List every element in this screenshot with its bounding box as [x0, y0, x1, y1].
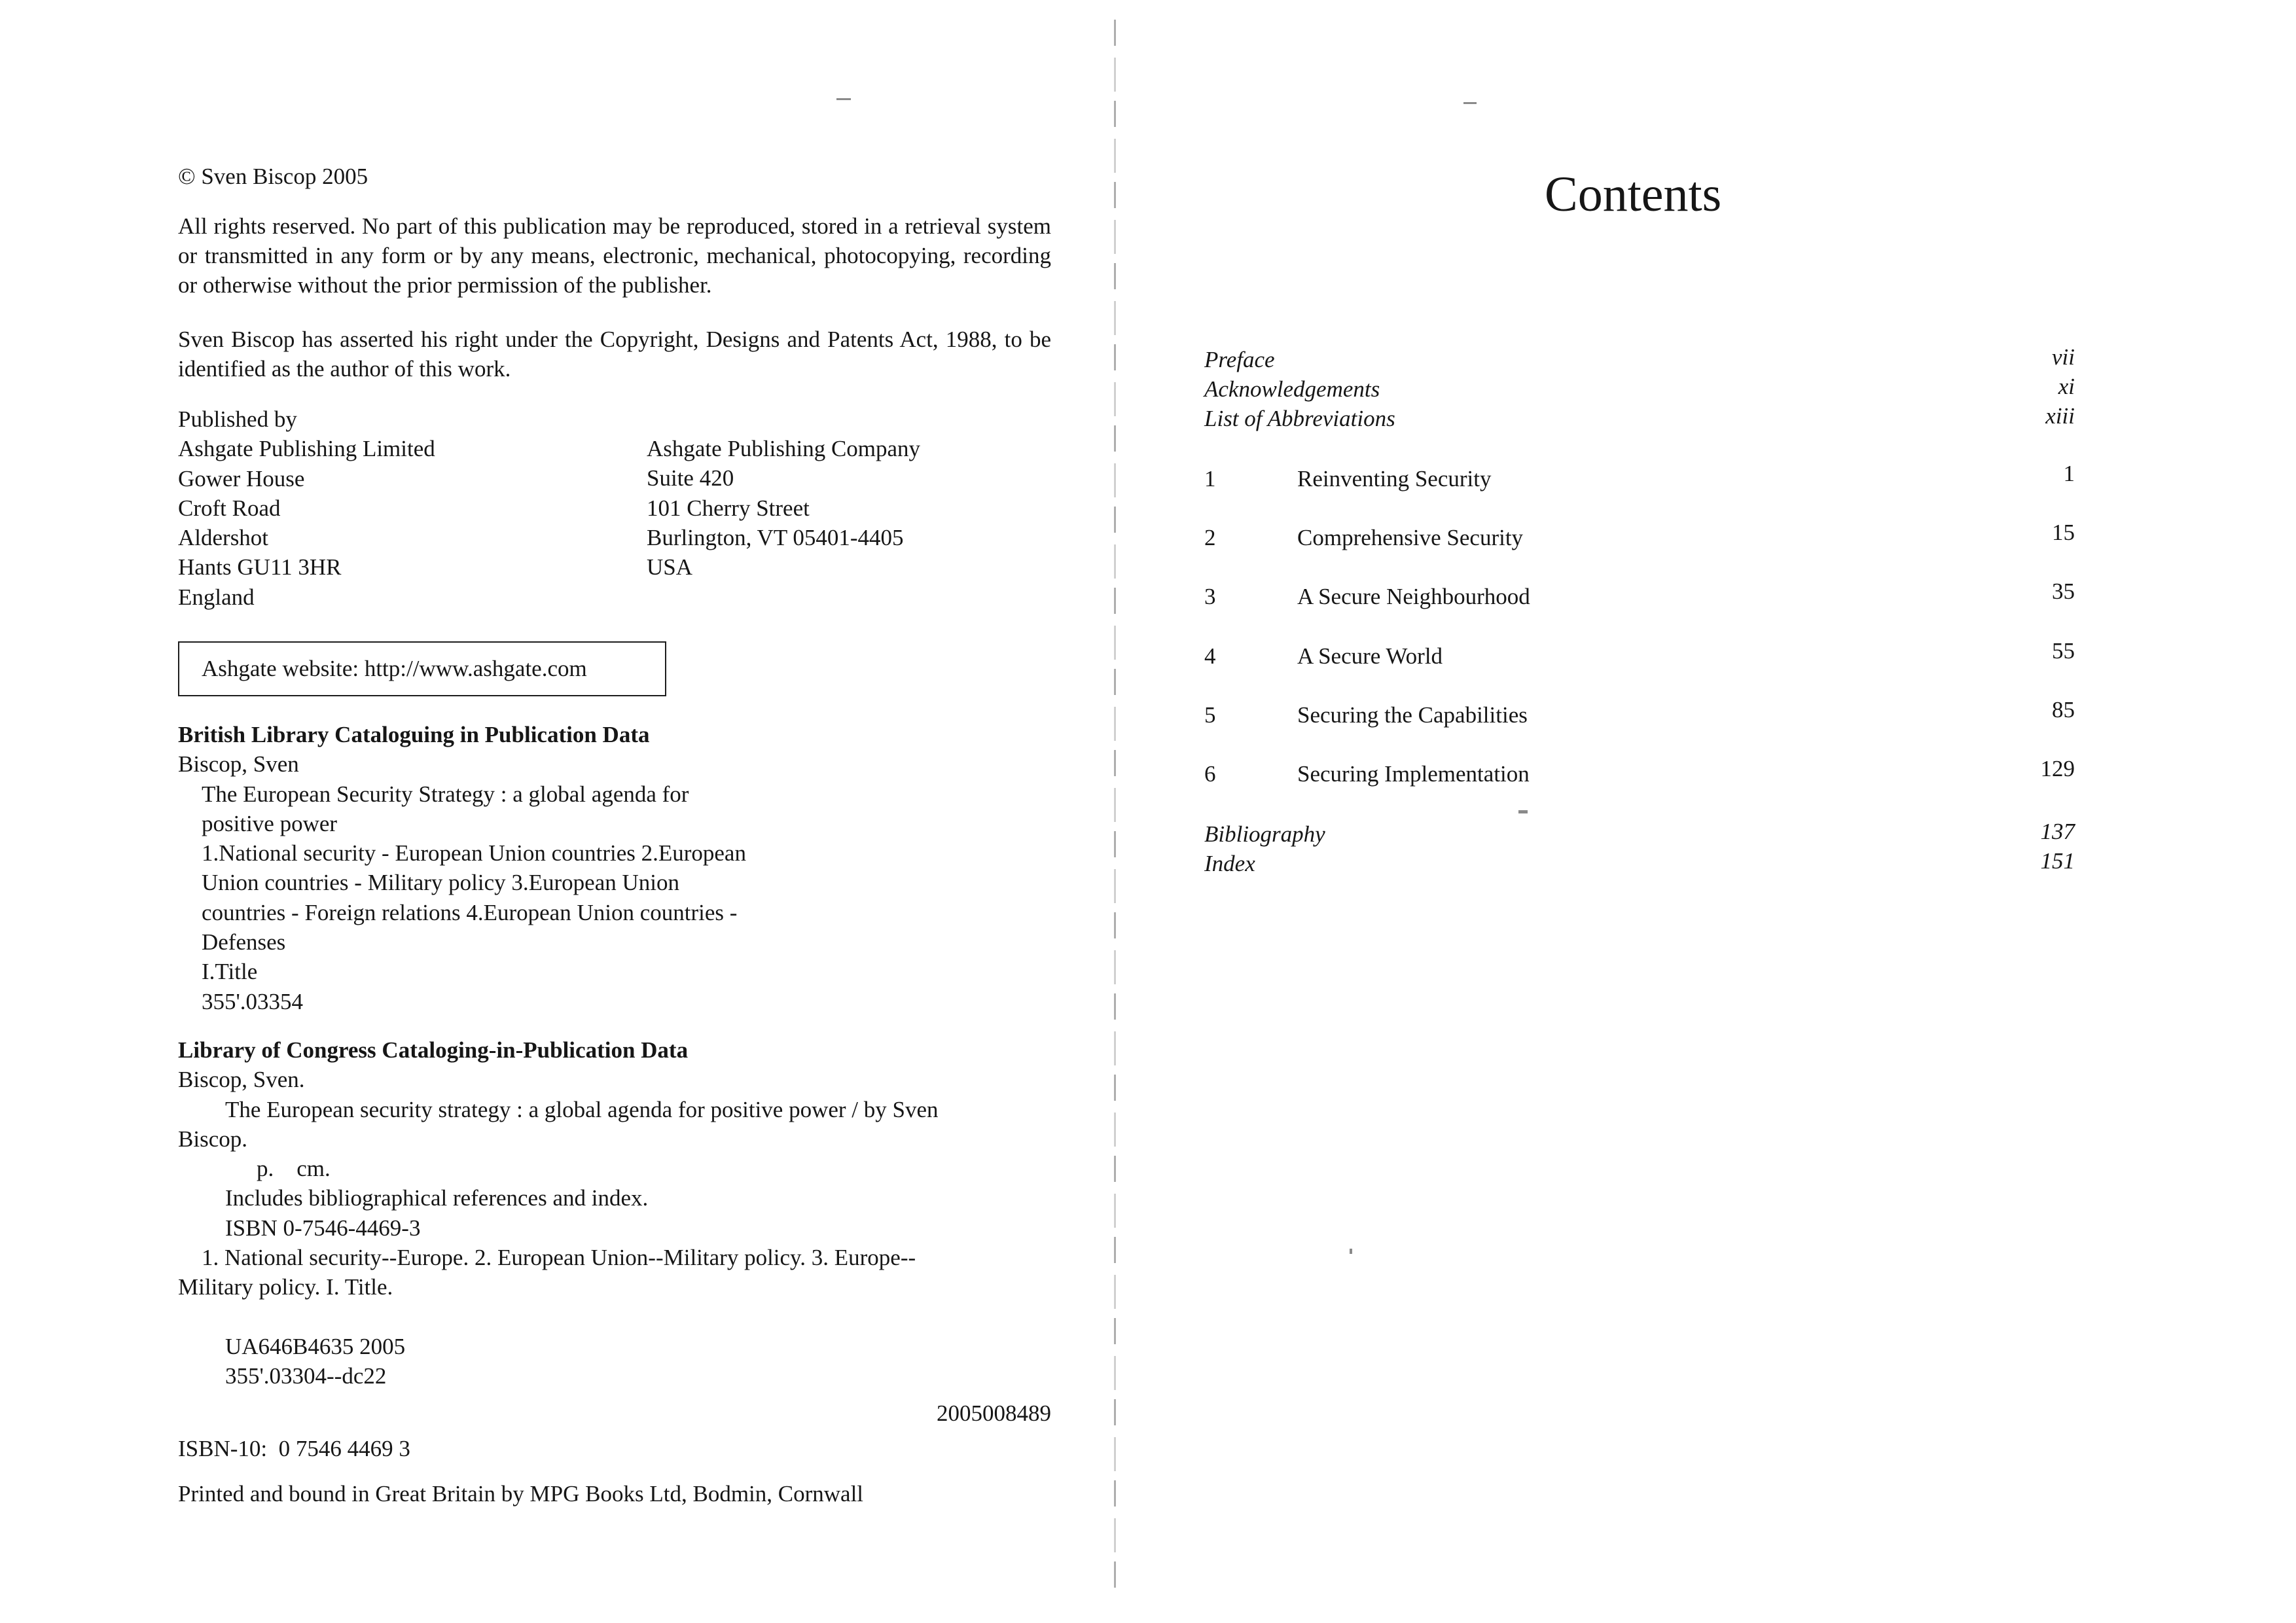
chapter-title: A Secure Neighbourhood	[1297, 584, 1530, 609]
chapter-number: 3	[1204, 584, 1216, 609]
lccn-number: 2005008489	[937, 1400, 1051, 1426]
cip-title: The European security strategy : a global agenda for positive power / by Sven	[225, 1096, 939, 1122]
uk-publisher-address	[178, 404, 435, 612]
address-line: Ashgate Publishing Company	[647, 436, 921, 461]
toc-chapter	[1204, 579, 2075, 611]
rights-paragraph: All rights reserved. No part of this publication may be reproduced, stored in a retrieval system or transmitted in any form or by any means, electronic, mechanical, photocopying, recording or otherwise without the prior permission of the publisher.	[178, 213, 1051, 298]
address-line: Ashgate Publishing Limited	[178, 436, 435, 462]
cip-author: Biscop, Sven.	[178, 1067, 305, 1093]
address-line: Aldershot	[178, 525, 269, 551]
cip-title-continued: Biscop.	[178, 1126, 247, 1152]
scan-speck	[836, 98, 851, 100]
british-library-cip	[178, 720, 746, 1016]
us-publisher-address	[647, 434, 920, 582]
chapter-page: 129	[2040, 756, 2075, 781]
address-line: England	[178, 584, 255, 610]
chapter-number: 2	[1204, 525, 1216, 550]
toc-entry	[1204, 345, 2075, 374]
cip-dewey: 355'.03304--dc22	[225, 1363, 387, 1389]
chapter-title: A Secure World	[1297, 643, 1443, 669]
chapter-page: 85	[2052, 697, 2075, 722]
chapter-number: 4	[1204, 643, 1216, 669]
cip-subjects: 1. National security--Europe. 2. European Union--Military policy. 3. Europe--	[202, 1245, 916, 1271]
toc-entry-page: vii	[2052, 344, 2075, 370]
toc-entry	[1204, 404, 2075, 433]
cip-subjects-continued: Military policy. I. Title.	[178, 1274, 393, 1300]
chapter-title: Comprehensive Security	[1297, 525, 1524, 550]
address-line: 101 Cherry Street	[647, 495, 810, 521]
isbn10: ISBN-10: 0 7546 4469 3	[178, 1436, 410, 1461]
toc-entry-title: Index	[1204, 851, 1255, 876]
toc-chapter	[1204, 520, 2075, 552]
toc-entry-title: Bibliography	[1204, 821, 1325, 847]
toc-chapter	[1204, 638, 2075, 671]
library-of-congress-cip	[178, 1035, 939, 1391]
cip-line: I.Title	[202, 959, 258, 985]
toc-chapter	[1204, 697, 2075, 730]
chapter-number: 1	[1204, 466, 1216, 491]
toc-entry-page: xiii	[2045, 403, 2075, 429]
address-line: Suite 420	[647, 465, 734, 491]
cip-line: Defenses	[202, 929, 286, 955]
chapter-page: 55	[2052, 638, 2075, 664]
toc-entry-title: Acknowledgements	[1204, 376, 1380, 402]
address-line: Burlington, VT 05401-4405	[647, 524, 904, 550]
cip-heading: British Library Cataloguing in Publication Data	[178, 722, 650, 747]
cip-author: Biscop, Sven	[178, 751, 299, 777]
cip-line: Union countries - Military policy 3.European Union	[202, 870, 679, 896]
chapter-title: Securing the Capabilities	[1297, 702, 1528, 728]
page-title: Contents	[1545, 167, 1722, 222]
scan-speck	[1518, 810, 1528, 813]
toc-entry-page: 151	[2040, 848, 2075, 874]
toc-entry-title: Preface	[1204, 347, 1275, 372]
toc-chapter	[1204, 461, 2075, 493]
chapter-page: 15	[2052, 520, 2075, 545]
cip-isbn: ISBN 0-7546-4469-3	[225, 1215, 421, 1241]
cip-line: 1.National security - European Union countries 2.European	[202, 840, 746, 866]
address-line: USA	[647, 554, 693, 580]
copyright-notice: © Sven Biscop 2005	[178, 164, 368, 189]
toc-entry	[1204, 374, 2075, 404]
cip-call-number: UA646B4635 2005	[225, 1333, 406, 1359]
toc-entry-title: List of Abbreviations	[1204, 406, 1395, 431]
cip-line: positive power	[202, 810, 338, 836]
chapter-title: Reinventing Security	[1297, 466, 1492, 491]
chapter-number: 6	[1204, 761, 1216, 787]
chapter-number: 5	[1204, 702, 1216, 728]
toc-entry	[1204, 849, 2075, 878]
toc-front-matter	[1204, 345, 2075, 433]
chapter-page: 1	[2063, 461, 2075, 486]
toc-back-matter	[1204, 819, 2075, 878]
toc-entry	[1204, 819, 2075, 849]
chapter-title: Securing Implementation	[1297, 761, 1530, 787]
scan-speck	[1350, 1249, 1352, 1254]
assertion-paragraph: Sven Biscop has asserted his right under the Copyright, Designs and Patents Act, 1988, to be identified as the author of this work.	[178, 327, 1051, 382]
scan-speck	[1463, 102, 1477, 104]
address-line: Hants GU11 3HR	[178, 554, 342, 580]
cip-line: 355'.03354	[202, 988, 304, 1014]
gutter-line	[1114, 20, 1116, 1590]
address-line: Croft Road	[178, 495, 281, 521]
toc-chapter	[1204, 756, 2075, 789]
printer-line: Printed and bound in Great Britain by MPG Books Ltd, Bodmin, Cornwall	[178, 1481, 864, 1507]
address-line: Gower House	[178, 465, 305, 491]
cip-line: countries - Foreign relations 4.European Union countries -	[202, 899, 738, 925]
cip-line: The European Security Strategy : a global agenda for	[202, 781, 689, 807]
cip-heading: Library of Congress Cataloging-in-Publication Data	[178, 1037, 689, 1063]
cip-includes: Includes bibliographical references and index.	[225, 1185, 649, 1211]
chapter-page: 35	[2052, 579, 2075, 604]
published-by-label: Published by	[178, 406, 297, 432]
toc-entry-page: xi	[2058, 374, 2075, 399]
website-box: Ashgate website: http://www.ashgate.com	[178, 641, 666, 696]
cip-physical: p. cm.	[257, 1156, 331, 1182]
toc-entry-page: 137	[2040, 819, 2075, 844]
